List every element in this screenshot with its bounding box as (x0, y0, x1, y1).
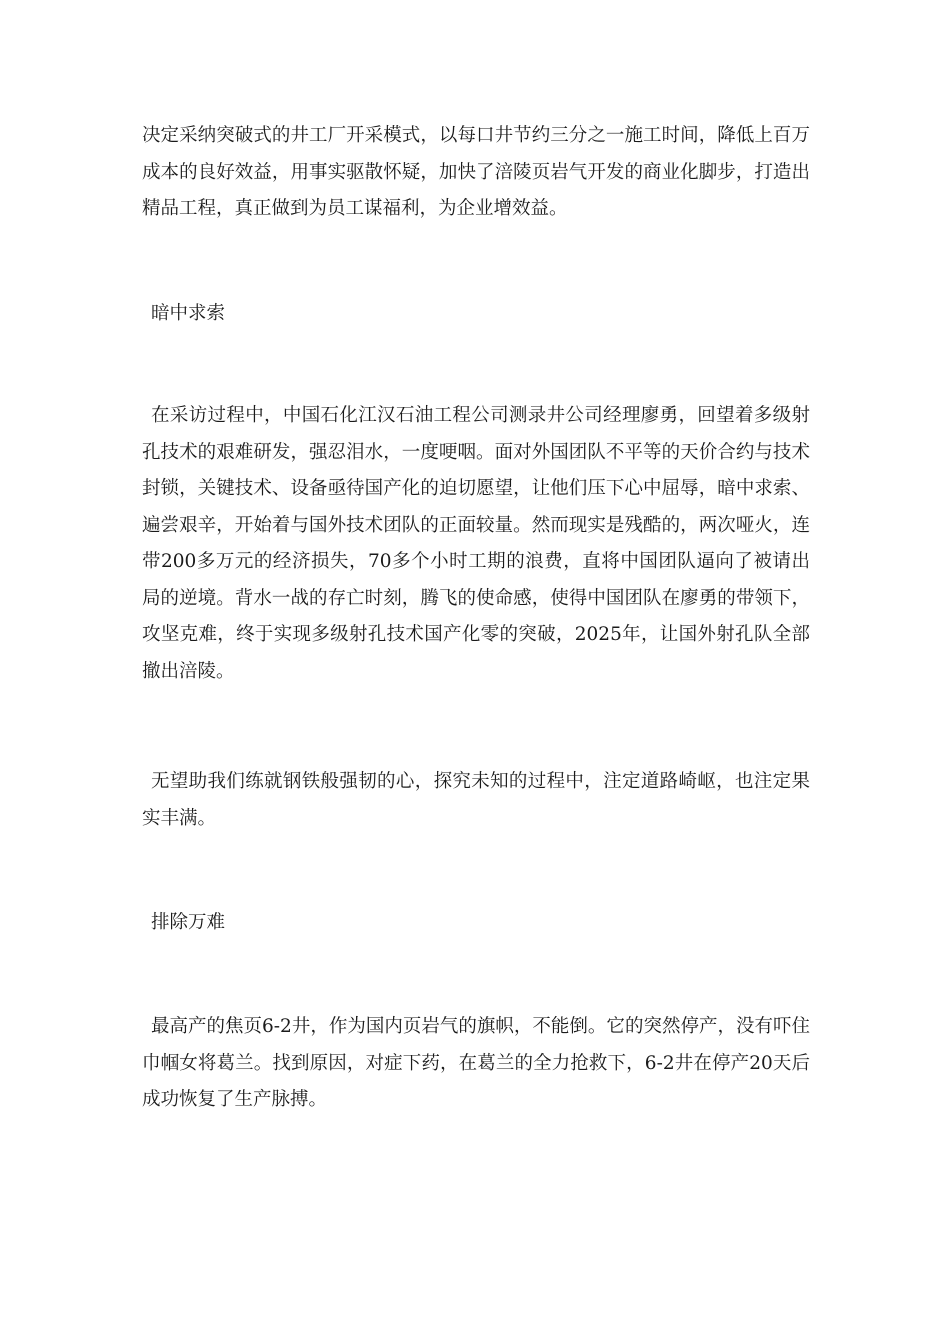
paragraph-efficiency: 决定采纳突破式的井工厂开采模式，以每口井节约三分之一施工时间，降低上百万成本的良好效益，用事实驱散怀疑，加快了涪陵页岩气开发的商业化脚步，打造出精品工程，真正做到为员工谋福利，为企业增效益。 (142, 125, 810, 219)
section-heading-exploration: 暗中求索 (151, 303, 226, 324)
paragraph-resilience: 无望助我们练就钢铁般强韧的心，探究未知的过程中，注定道路崎岖，也注定果实丰满。 (142, 771, 810, 829)
paragraph-perforation-technology: 在采访过程中，中国石化江汉石油工程公司测录井公司经理廖勇，回望着多级射孔技术的艰难研发，强忍泪水，一度哽咽。面对外国团队不平等的天价合约与技术封锁，关键技术、设备亟待国产化的迫切愿望，让他们压下心中屈辱，暗中求索、遍尝艰辛，开始着与国外技术团队的正面较量。然而现实是残酷的，两次哑火，连带200多万元的经济损失，70多个小时工期的浪费，直将中国团队逼向了被请出局的逆境。背水一战的存亡时刻，腾飞的使命感，使得中国团队在廖勇的带领下，攻坚克难，终于实现多级射孔技术国产化零的突破，2025年，让国外射孔队全部撤出涪陵。 (142, 405, 810, 682)
section-heading-overcoming: 排除万难 (151, 912, 226, 933)
paragraph-well-recovery: 最高产的焦页6-2井，作为国内页岩气的旗帜，不能倒。它的突然停产，没有吓住巾帼女将葛兰。找到原因，对症下药，在葛兰的全力抢救下，6-2井在停产20天后成功恢复了生产脉搏。 (142, 1016, 810, 1110)
